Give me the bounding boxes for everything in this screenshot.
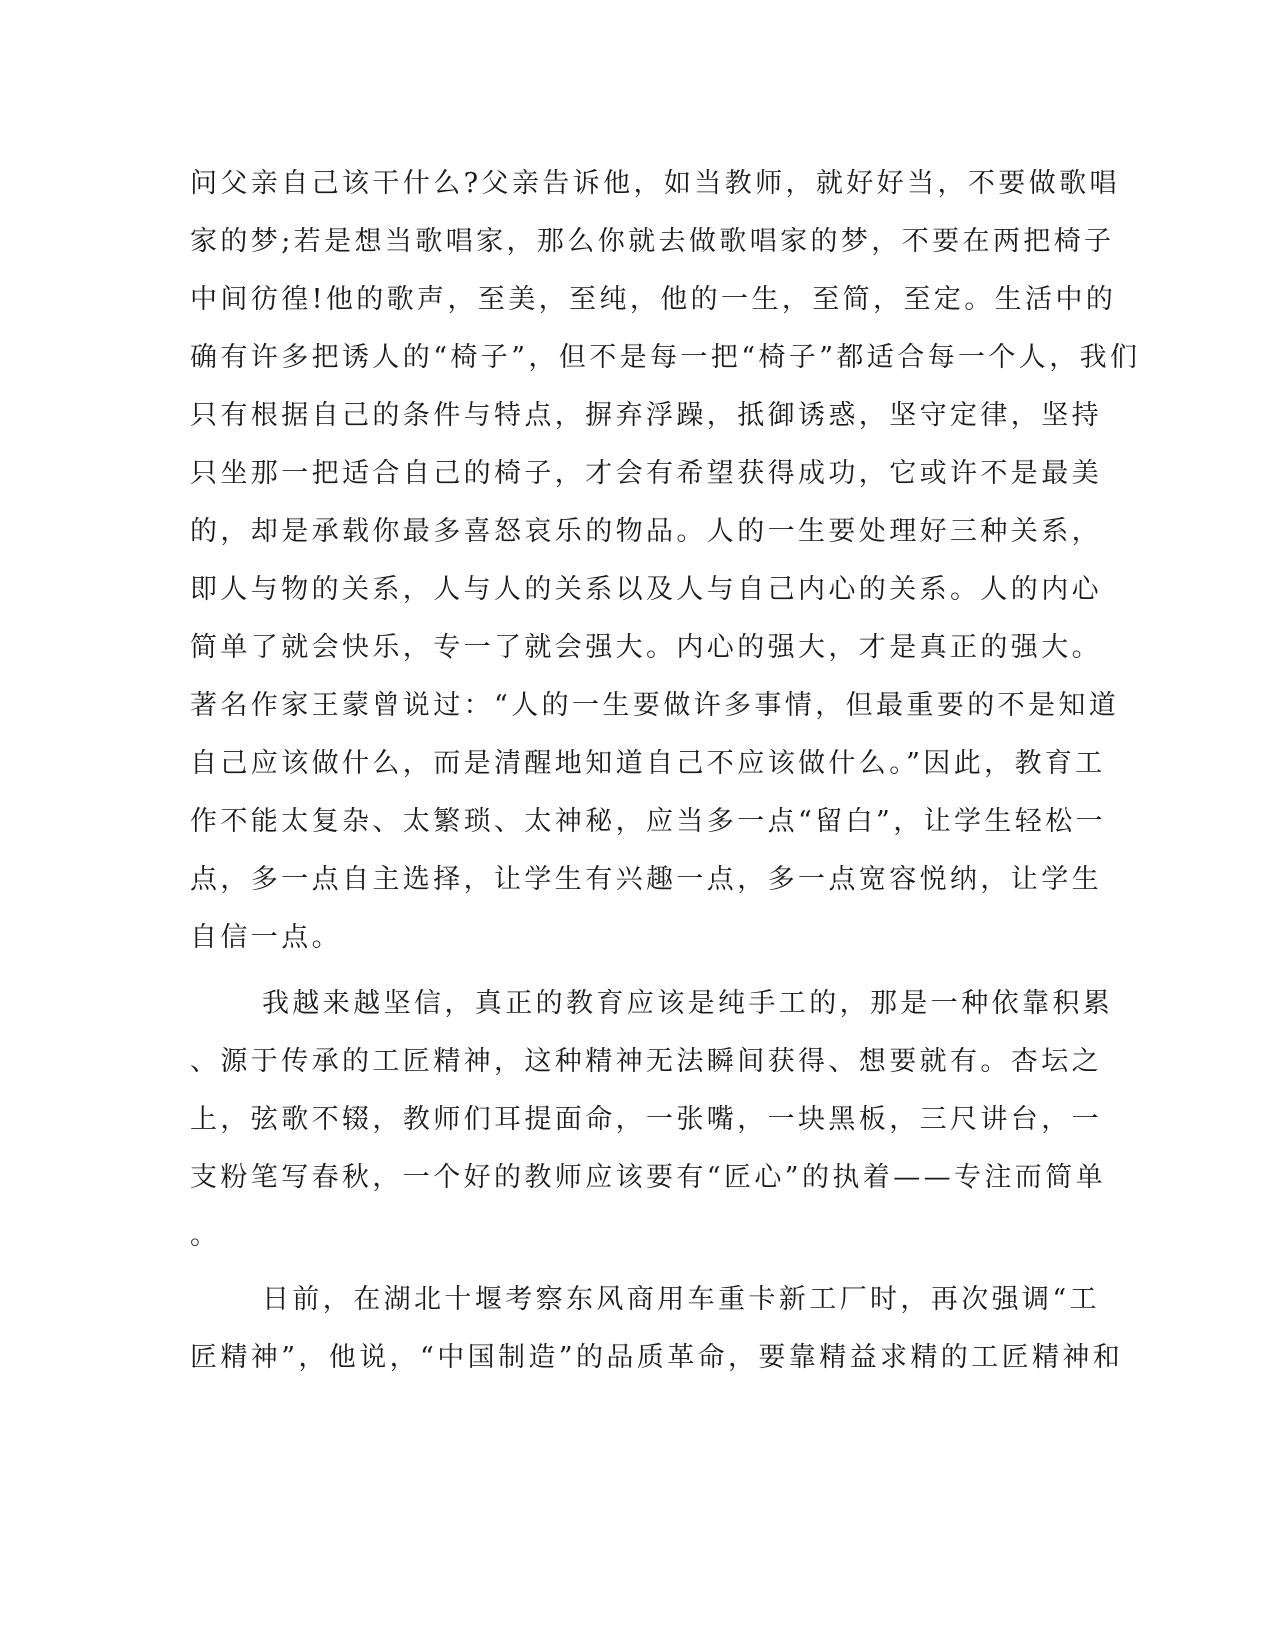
paragraph-line: 自信一点。 xyxy=(190,922,342,953)
paragraph-line: 作不能太复杂、太繁琐、太神秘，应当多一点“留白”，让学生轻松一 xyxy=(190,806,1107,837)
paragraph-line: 只有根据自己的条件与特点，摒弃浮躁，抵御诱惑，坚守定律，坚持 xyxy=(190,400,1102,431)
paragraph-line: 支粉笔写春秋，一个好的教师应该要有“匠心”的执着——专注而简单 xyxy=(190,1162,1107,1193)
paragraph-line: 著名作家王蒙曾说过：“人的一生要做许多事情，但最重要的不是知道 xyxy=(190,690,1120,721)
paragraph-line: 确有许多把诱人的“椅子”，但不是每一把“椅子”都适合每一个人，我们 xyxy=(190,342,1141,373)
paragraph-line: 的，却是承载你最多喜怒哀乐的物品。人的一生要处理好三种关系， xyxy=(190,516,1102,547)
paragraph-line: 家的梦;若是想当歌唱家，那么你就去做歌唱家的梦，不要在两把椅子 xyxy=(190,226,1115,257)
paragraph-line: 自己应该做什么，而是清醒地知道自己不应该做什么。”因此，教育工 xyxy=(190,748,1106,779)
paragraph-line: 、源于传承的工匠精神，这种精神无法瞬间获得、想要就有。杏坛之 xyxy=(190,1046,1102,1077)
paragraph-line: 日前，在湖北十堰考察东风商用车重卡新工厂时，再次强调“工 xyxy=(262,1284,1101,1315)
paragraph-line: 我越来越坚信，真正的教育应该是纯手工的，那是一种依靠积累 xyxy=(262,988,1114,1019)
paragraph-line: 上，弦歌不辍，教师们耳提面命，一张嘴，一块黑板，三尺讲台，一 xyxy=(190,1104,1102,1135)
paragraph-line: 问父亲自己该干什么?父亲告诉他，如当教师，就好好当，不要做歌唱 xyxy=(190,168,1120,199)
paragraph-line: 即人与物的关系，人与人的关系以及人与自己内心的关系。人的内心 xyxy=(190,574,1102,605)
paragraph-line: 匠精神”，他说，“中国制造”的品质革命，要靠精益求精的工匠精神和 xyxy=(190,1342,1124,1373)
paragraph-line: 只坐那一把适合自己的椅子，才会有希望获得成功，它或许不是最美 xyxy=(190,458,1102,489)
paragraph-line: 。 xyxy=(190,1220,221,1251)
paragraph-line: 中间彷徨!他的歌声，至美，至纯，他的一生，至简，至定。生活中的 xyxy=(190,284,1117,315)
paragraph-line: 简单了就会快乐，专一了就会强大。内心的强大，才是真正的强大。 xyxy=(190,632,1102,663)
paragraph-line: 点，多一点自主选择，让学生有兴趣一点，多一点宽容悦纳，让学生 xyxy=(190,864,1102,895)
